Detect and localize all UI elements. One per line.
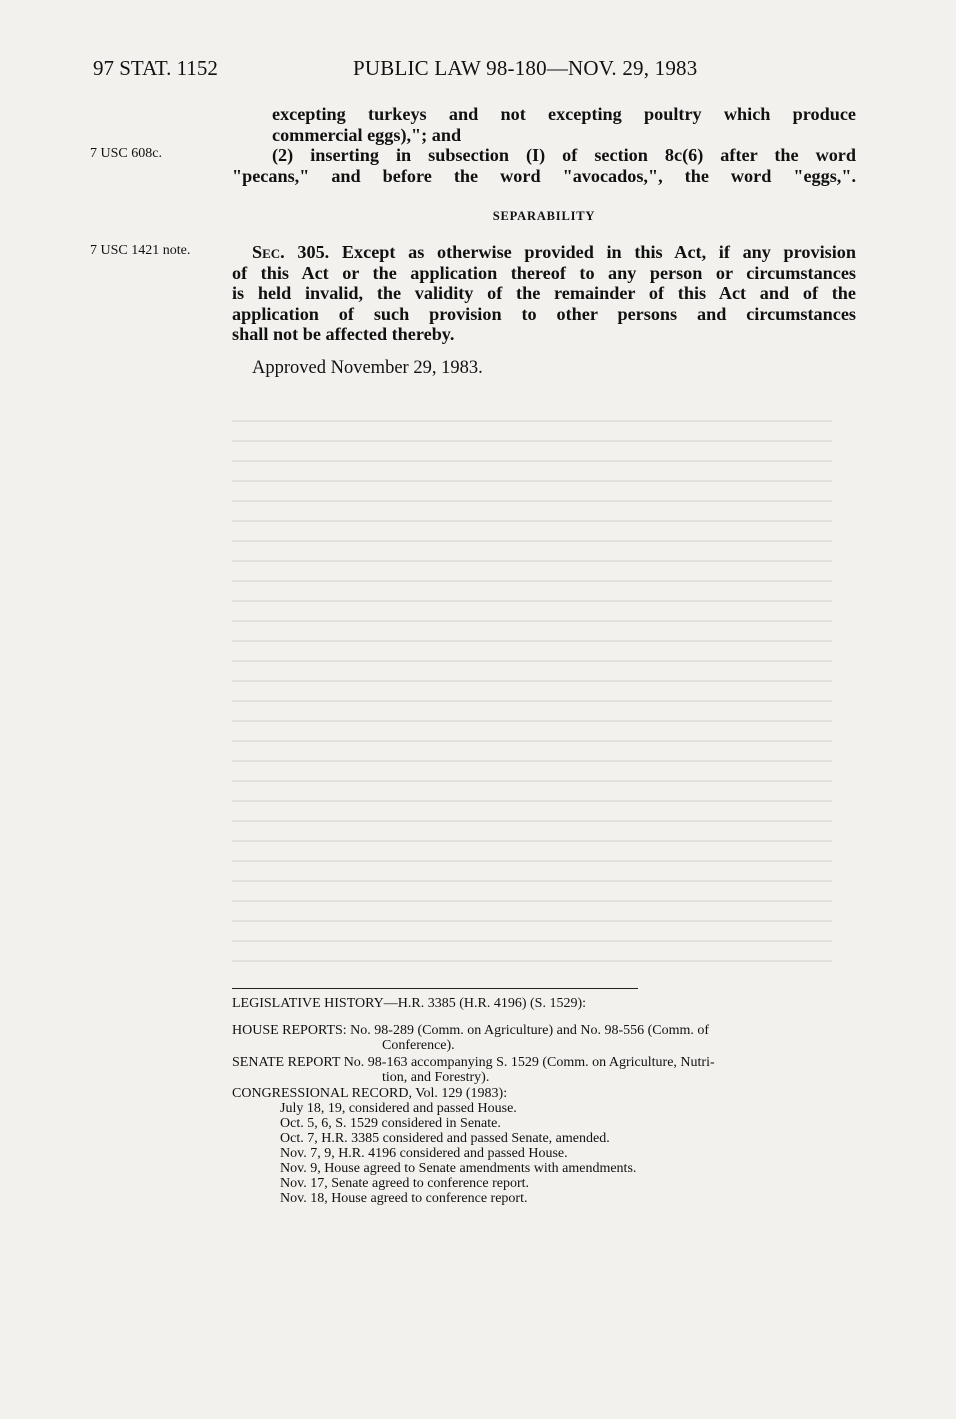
- record-item: Oct. 5, 6, S. 1529 considered in Senate.: [280, 1116, 501, 1131]
- text-line: application of such provision to other persons and circumstances: [232, 303, 856, 324]
- record-item: Nov. 9, House agreed to Senate amendments with amendments.: [280, 1161, 637, 1176]
- history-line: HOUSE REPORTS: No. 98-289 (Comm. on Agriculture) and No. 98-556 (Comm. of: [232, 1023, 710, 1038]
- text-line: is held invalid, the validity of the remainder of this Act and of the: [232, 283, 856, 303]
- record-title: CONGRESSIONAL RECORD, Vol. 129 (1983):: [232, 1086, 508, 1101]
- section-label: Sec. 305.: [252, 242, 330, 262]
- senate-report: [232, 1055, 856, 1085]
- record-item: Nov. 7, 9, H.R. 4196 considered and passed House.: [280, 1146, 568, 1161]
- stat-page-number: 97 STAT. 1152: [93, 56, 218, 80]
- history-line: SENATE REPORT No. 98-163 accompanying S. 1529 (Comm. on Agriculture, Nutri-: [232, 1055, 715, 1070]
- text-line: "pecans," and before the word "avocados,", the word "eggs,".: [232, 165, 856, 186]
- section-305-text: [232, 242, 856, 345]
- record-item: Oct. 7, H.R. 3385 considered and passed Senate, amended.: [280, 1131, 610, 1146]
- approval-date: Approved November 29, 1983.: [252, 358, 483, 378]
- legislative-history: [232, 996, 856, 1011]
- amendment-text: [232, 104, 856, 186]
- separability-heading: SEPARABILITY: [492, 209, 596, 223]
- text-line: shall not be affected thereby.: [232, 324, 455, 344]
- section-text-first: Except as otherwise provided in this Act, if any provision: [341, 242, 856, 262]
- text-line: of this Act or the application thereof to any person or circumstances: [232, 262, 856, 283]
- footnote-divider: [232, 988, 638, 989]
- text-line: (2) inserting in subsection (I) of section 8c(6) after the word: [272, 145, 856, 165]
- history-line: Conference).: [382, 1038, 455, 1053]
- record-item: Nov. 18, House agreed to conference report.: [280, 1191, 528, 1206]
- history-title: LEGISLATIVE HISTORY—H.R. 3385 (H.R. 4196) (S. 1529):: [232, 996, 587, 1011]
- bleed-through-texture: [232, 420, 832, 980]
- margin-note-usc-1421: 7 USC 1421 note.: [90, 243, 191, 258]
- page-title: PUBLIC LAW 98-180—NOV. 29, 1983: [353, 56, 698, 80]
- congressional-record: [232, 1086, 856, 1206]
- text-line: [232, 242, 856, 263]
- text-line: commercial eggs),"; and: [272, 124, 462, 145]
- history-line: tion, and Forestry).: [382, 1070, 490, 1085]
- margin-note-usc-608c: 7 USC 608c.: [90, 146, 162, 161]
- house-reports: [232, 1023, 856, 1053]
- record-item: July 18, 19, considered and passed House.: [280, 1101, 517, 1116]
- record-item: Nov. 17, Senate agreed to conference report.: [280, 1176, 530, 1191]
- text-line: excepting turkeys and not excepting poultry which produce: [272, 104, 856, 124]
